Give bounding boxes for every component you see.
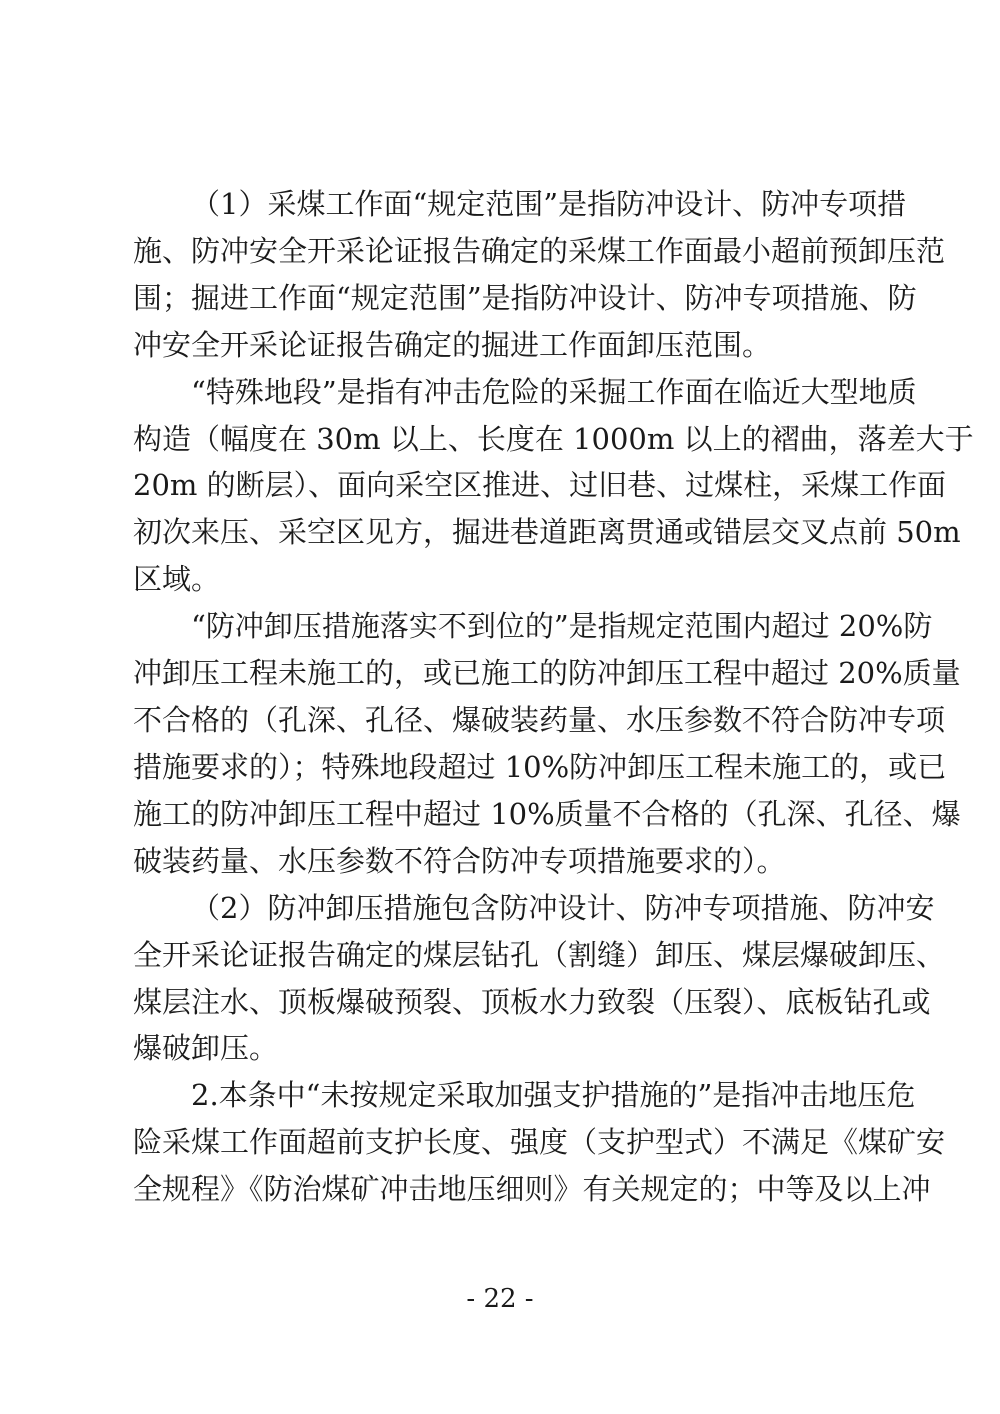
text-line: 冲安全开采论证报告确定的掘进工作面卸压范围。 [133,328,772,362]
text-line: 冲卸压工程未施工的，或已施工的防冲卸压工程中超过 20%质量 [133,656,961,690]
text-line: 全开采论证报告确定的煤层钻孔（割缝）卸压、煤层爆破卸压、 [133,938,946,972]
text-line: 构造（幅度在 30m 以上、长度在 1000m 以上的褶曲，落差大于 [133,422,974,456]
text-line: 施工的防冲卸压工程中超过 10%质量不合格的（孔深、孔径、爆 [133,797,961,831]
text-line: 煤层注水、顶板爆破预裂、顶板水力致裂（压裂）、底板钻孔或 [133,985,931,1019]
text-line: 爆破卸压。 [133,1031,279,1065]
page-number: - 22 - [466,1284,534,1314]
text-line: “防冲卸压措施落实不到位的”是指规定范围内超过 20%防 [191,609,933,643]
text-line: 险采煤工作面超前支护长度、强度（支护型式）不满足《煤矿安 [133,1125,946,1159]
text-line: “特殊地段”是指有冲击危险的采掘工作面在临近大型地质 [191,375,917,409]
text-line: （1）采煤工作面“规定范围”是指防冲设计、防冲专项措 [191,187,907,221]
text-line: 施、防冲安全开采论证报告确定的采煤工作面最小超前预卸压范 [133,234,946,268]
text-line: 围；掘进工作面“规定范围”是指防冲设计、防冲专项措施、防 [133,281,917,315]
text-line: 2.本条中“未按规定采取加强支护措施的”是指冲击地压危 [191,1078,916,1112]
text-line: 20m 的断层）、面向采空区推进、过旧巷、过煤柱，采煤工作面 [133,468,947,502]
text-line: 不合格的（孔深、孔径、爆破装药量、水压参数不符合防冲专项 [133,703,946,737]
text-line: 初次来压、采空区见方，掘进巷道距离贯通或错层交叉点前 50m [133,515,961,549]
text-line: 破装药量、水压参数不符合防冲专项措施要求的）。 [133,844,786,878]
text-line: 措施要求的）；特殊地段超过 10%防冲卸压工程未施工的，或已 [133,750,947,784]
text-line: （2）防冲卸压措施包含防冲设计、防冲专项措施、防冲安 [191,891,935,925]
text-line: 全规程》《防治煤矿冲击地压细则》有关规定的；中等及以上冲 [133,1172,931,1206]
text-line: 区域。 [133,562,221,596]
